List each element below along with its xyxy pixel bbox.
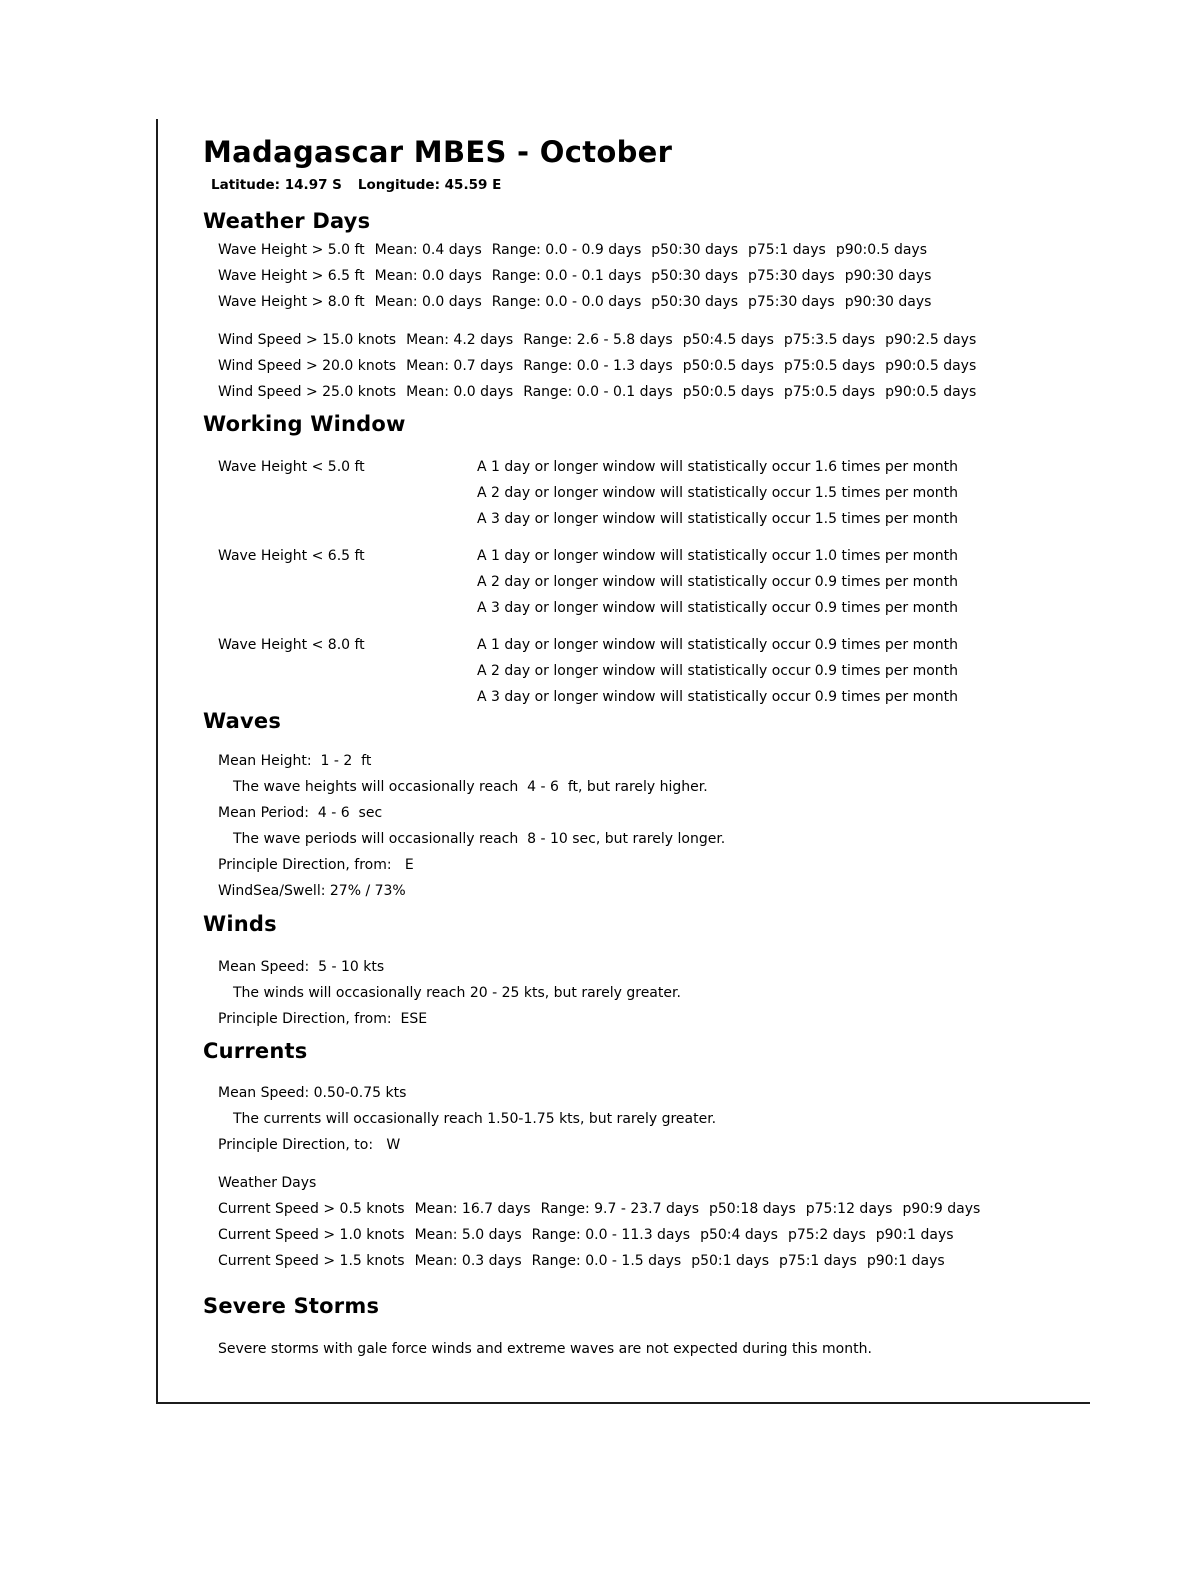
range-value: Range: 2.6 - 5.8 days (523, 332, 673, 348)
p50-value: p50:4 days (700, 1227, 778, 1243)
p90-value: p90:0.5 days (885, 384, 977, 400)
wave-height-threshold-label: Wave Height < 8.0 ft (218, 637, 365, 653)
mean-value: Mean: 0.0 days (374, 268, 482, 284)
currents-body (203, 1080, 1173, 1274)
severe-storms-heading: Severe Storms (203, 1294, 380, 1318)
longitude-value: Longitude: 45.59 E (357, 177, 502, 193)
p90-value: p90:1 days (866, 1253, 945, 1269)
weather-days-wind-row (218, 379, 1173, 405)
p75-value: p75:2 days (787, 1227, 866, 1243)
weather-days-wave-row (218, 263, 1173, 289)
mean-value: Mean: 0.4 days (374, 242, 482, 258)
weather-days-wind-row (218, 353, 1173, 379)
weather-days-wind-rows (203, 327, 1173, 405)
window-occurrence-line: A 3 day or longer window will statistically occur 0.9 times per month (477, 600, 959, 616)
mean-value: Mean: 0.7 days (406, 358, 514, 374)
window-occurrence-line: A 1 day or longer window will statistically occur 1.6 times per month (477, 459, 959, 475)
condition-label: Wind Speed > 15.0 knots (218, 332, 397, 348)
mean-value: Mean: 5.0 days (414, 1227, 522, 1243)
current-speed-row (218, 1222, 1173, 1248)
location-subtitle (203, 177, 1173, 193)
severe-storms-note: Severe storms with gale force winds and extreme waves are not expected during this month. (218, 1341, 872, 1357)
range-value: Range: 0.0 - 1.3 days (523, 358, 673, 374)
condition-label: Current Speed > 1.5 knots (218, 1253, 405, 1269)
p50-value: p50:0.5 days (682, 384, 774, 400)
currents-principle-direction-line: Principle Direction, to: W (218, 1137, 401, 1153)
window-occurrence-line: A 2 day or longer window will statistically occur 1.5 times per month (477, 485, 959, 501)
waves-heading: Waves (203, 709, 282, 733)
winds-note: The winds will occasionally reach 20 - 25 kts, but rarely greater. (233, 985, 681, 1001)
p50-value: p50:30 days (651, 294, 738, 310)
p75-value: p75:0.5 days (783, 358, 876, 374)
currents-note: The currents will occasionally reach 1.50-1.75 kts, but rarely greater. (233, 1111, 717, 1127)
currents-weather-days-label: Weather Days (218, 1175, 317, 1191)
range-value: Range: 0.0 - 0.0 days (491, 294, 642, 310)
mean-value: Mean: 0.3 days (414, 1253, 522, 1269)
window-occurrence-line: A 1 day or longer window will statistically occur 0.9 times per month (477, 637, 959, 653)
windsea-swell-line: WindSea/Swell: 27% / 73% (218, 883, 406, 899)
report-page (203, 137, 1173, 1362)
window-occurrence-lines (477, 632, 958, 710)
weather-days-wave-row (218, 237, 1173, 263)
wave-period-note: The wave periods will occasionally reach 8 - 10 sec, but rarely longer. (233, 831, 726, 847)
mean-period-line: Mean Period: 4 - 6 sec (218, 805, 383, 821)
window-occurrence-lines (477, 454, 958, 532)
p50-value: p50:30 days (651, 242, 738, 258)
wave-height-threshold-label: Wave Height < 5.0 ft (218, 459, 365, 475)
p75-value: p75:3.5 days (783, 332, 876, 348)
range-value: Range: 0.0 - 0.1 days (523, 384, 673, 400)
mean-value: Mean: 0.0 days (406, 384, 514, 400)
working-window-heading: Working Window (203, 412, 406, 436)
mean-value: Mean: 0.0 days (374, 294, 482, 310)
range-value: Range: 0.0 - 0.1 days (491, 268, 642, 284)
p50-value: p50:0.5 days (682, 358, 774, 374)
p50-value: p50:4.5 days (682, 332, 774, 348)
range-value: Range: 9.7 - 23.7 days (540, 1201, 700, 1217)
window-occurrence-line: A 2 day or longer window will statistically occur 0.9 times per month (477, 663, 959, 679)
p50-value: p50:30 days (651, 268, 738, 284)
currents-mean-speed-line: Mean Speed: 0.50-0.75 kts (218, 1085, 407, 1101)
winds-mean-speed-line: Mean Speed: 5 - 10 kts (218, 959, 385, 975)
range-value: Range: 0.0 - 1.5 days (531, 1253, 682, 1269)
currents-heading: Currents (203, 1039, 308, 1063)
current-speed-row (218, 1248, 1173, 1274)
current-speed-row (218, 1196, 1173, 1222)
p90-value: p90:0.5 days (835, 242, 928, 258)
window-occurrence-line: A 1 day or longer window will statistically occur 1.0 times per month (477, 548, 959, 564)
condition-label: Current Speed > 1.0 knots (218, 1227, 405, 1243)
waves-principle-direction-line: Principle Direction, from: E (218, 857, 414, 873)
p90-value: p90:1 days (875, 1227, 954, 1243)
range-value: Range: 0.0 - 0.9 days (491, 242, 642, 258)
page-title: Madagascar MBES - October (203, 135, 673, 169)
p50-value: p50:1 days (691, 1253, 770, 1269)
wave-height-note: The wave heights will occasionally reach 4 - 6 ft, but rarely higher. (233, 779, 708, 795)
severe-storms-body (203, 1336, 1173, 1362)
weather-days-wave-rows (203, 237, 1173, 315)
wave-height-threshold-label: Wave Height < 6.5 ft (218, 548, 365, 564)
window-occurrence-line: A 2 day or longer window will statistically occur 0.9 times per month (477, 574, 959, 590)
winds-body (203, 954, 1173, 1032)
window-occurrence-line: A 3 day or longer window will statistically occur 1.5 times per month (477, 511, 959, 527)
p90-value: p90:30 days (844, 294, 932, 310)
mean-height-line: Mean Height: 1 - 2 ft (218, 753, 372, 769)
latitude-value: Latitude: 14.97 S (211, 177, 342, 193)
condition-label: Wave Height > 5.0 ft (218, 242, 365, 258)
working-window-group (218, 543, 1173, 621)
winds-heading: Winds (203, 912, 277, 936)
condition-label: Current Speed > 0.5 knots (218, 1201, 405, 1217)
window-occurrence-line: A 3 day or longer window will statistically occur 0.9 times per month (477, 689, 959, 705)
p90-value: p90:30 days (844, 268, 932, 284)
p90-value: p90:9 days (902, 1201, 981, 1217)
working-window-group (218, 454, 1173, 532)
mean-value: Mean: 16.7 days (414, 1201, 531, 1217)
p75-value: p75:12 days (805, 1201, 893, 1217)
p90-value: p90:0.5 days (885, 358, 977, 374)
range-value: Range: 0.0 - 11.3 days (531, 1227, 691, 1243)
p75-value: p75:0.5 days (783, 384, 876, 400)
condition-label: Wave Height > 8.0 ft (218, 294, 365, 310)
p75-value: p75:30 days (748, 294, 835, 310)
winds-principle-direction-line: Principle Direction, from: ESE (218, 1011, 428, 1027)
working-window-group (218, 632, 1173, 710)
window-occurrence-lines (477, 543, 958, 621)
condition-label: Wind Speed > 20.0 knots (218, 358, 397, 374)
p75-value: p75:1 days (779, 1253, 857, 1269)
mean-value: Mean: 4.2 days (406, 332, 514, 348)
p75-value: p75:1 days (748, 242, 826, 258)
working-window-groups (203, 454, 1173, 710)
condition-label: Wind Speed > 25.0 knots (218, 384, 397, 400)
weather-days-heading: Weather Days (203, 209, 371, 233)
p50-value: p50:18 days (709, 1201, 796, 1217)
weather-days-wind-row (218, 327, 1173, 353)
p75-value: p75:30 days (748, 268, 835, 284)
p90-value: p90:2.5 days (885, 332, 977, 348)
weather-days-wave-row (218, 289, 1173, 315)
waves-body (203, 748, 1173, 904)
condition-label: Wave Height > 6.5 ft (218, 268, 365, 284)
